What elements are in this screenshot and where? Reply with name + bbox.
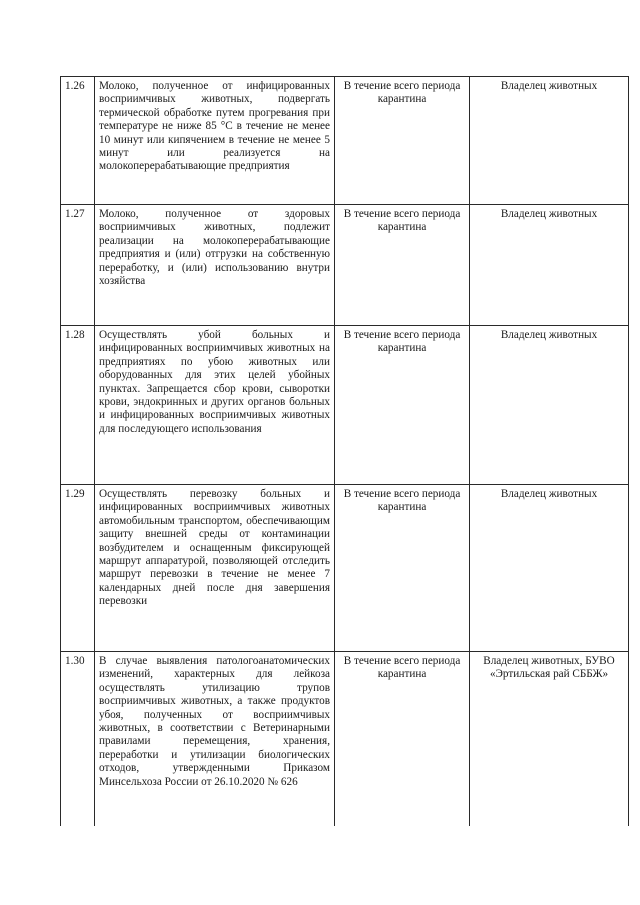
measure-responsible: Владелец животных <box>470 77 629 205</box>
quarantine-measures-table <box>60 76 629 826</box>
measure-text: Молоко, полученное от инфицированных восприимчивых животных, подвергать термической обработке путем прогревания при температуре не ниже 85 °С в течение не менее 10 минут или кипячением в течение не менее 5 минут или реализуется на молокоперерабатывающие предприятия <box>95 77 335 205</box>
row-number: 1.30 <box>61 652 95 827</box>
measure-responsible: Владелец животных <box>470 485 629 652</box>
measure-text: Молоко, полученное от здоровых восприимчивых животных, подлежит реализации на молокоперерабатывающие предприятия и (или) отгрузки на собственную переработку, и (или) использованию внутри хозяйства <box>95 205 335 326</box>
row-number: 1.27 <box>61 205 95 326</box>
row-number: 1.28 <box>61 326 95 485</box>
measure-responsible: Владелец животных <box>470 326 629 485</box>
measure-responsible: Владелец животных, БУВО «Эртильская рай СББЖ» <box>470 652 629 827</box>
measure-text: В случае выявления патологоанатомических изменений, характерных для лейкоза осуществлять утилизацию трупов восприимчивых животных, а также продуктов убоя, полученных от восприимчивых животных, в соответствии с Ветеринарными правилами перемещения, хранения, переработки и утилизации биологических отходов, утвержденными Приказом Минсельхоза России от 26.10.2020 № 626 <box>95 652 335 827</box>
table-row <box>61 326 629 485</box>
row-number: 1.26 <box>61 77 95 205</box>
table-row <box>61 205 629 326</box>
measure-deadline: В течение всего периода карантина <box>335 326 470 485</box>
table-row <box>61 485 629 652</box>
measure-text: Осуществлять убой больных и инфицированных восприимчивых животных на предприятиях по убою животных или оборудованных для этих целей убойных пунктах. Запрещается сбор крови, сыворотки крови, эндокринных и других органов больных и инфицированных восприимчивых животных для последующего использования <box>95 326 335 485</box>
measure-deadline: В течение всего периода карантина <box>335 77 470 205</box>
row-number: 1.29 <box>61 485 95 652</box>
measure-deadline: В течение всего периода карантина <box>335 485 470 652</box>
measure-text: Осуществлять перевозку больных и инфицированных восприимчивых животных автомобильным транспортом, обеспечивающим защиту внешней среды от контаминации возбудителем и оснащенным фиксирующей маршрут аппаратурой, позволяющей отследить маршрут перевозки в течение не менее 7 календарных дней после дня завершения перевозки <box>95 485 335 652</box>
measure-responsible: Владелец животных <box>470 205 629 326</box>
table-row <box>61 77 629 205</box>
document-page <box>60 76 628 826</box>
table-row <box>61 652 629 827</box>
measure-deadline: В течение всего периода карантина <box>335 652 470 827</box>
measure-deadline: В течение всего периода карантина <box>335 205 470 326</box>
